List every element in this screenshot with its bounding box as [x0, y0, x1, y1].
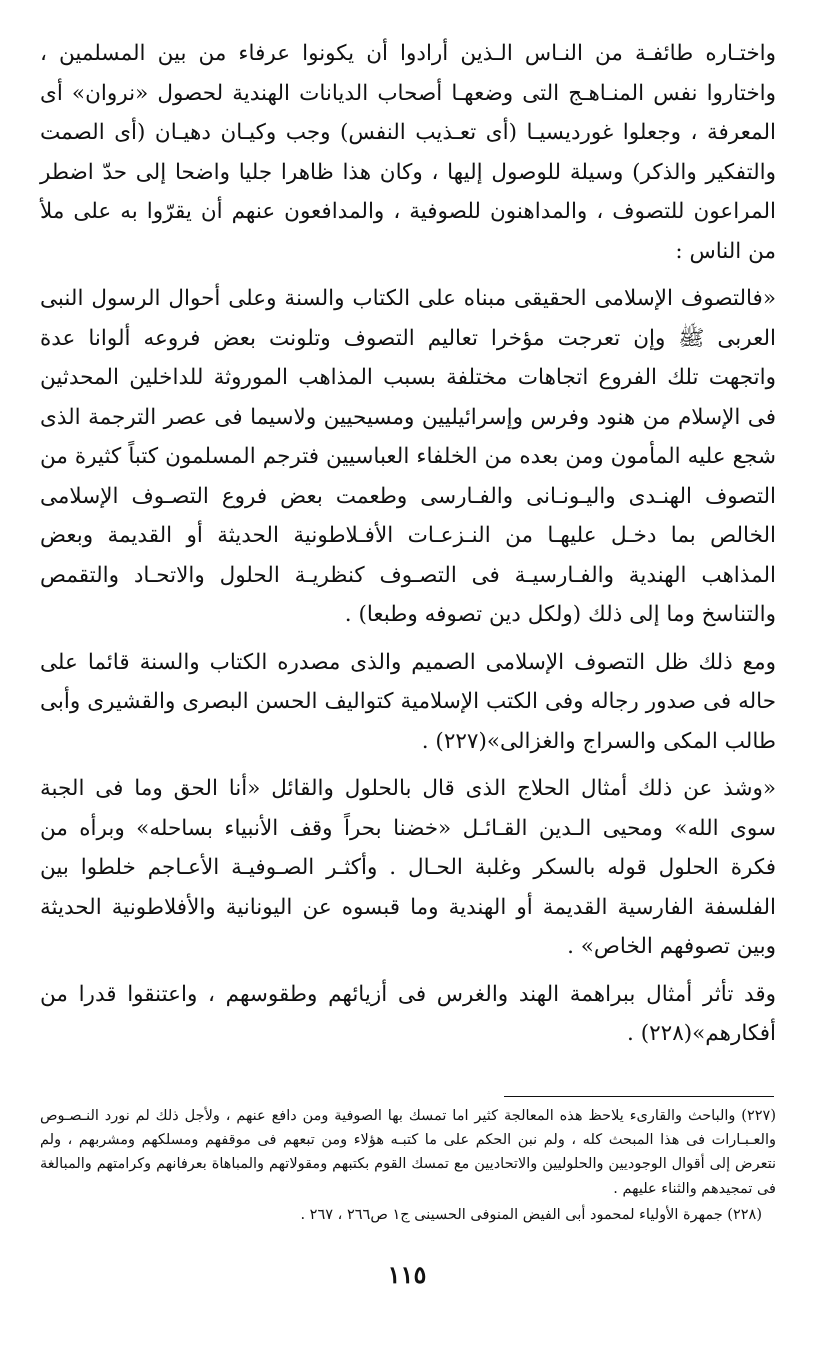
paragraph-2-quote: «فالتصوف الإسلامى الحقيقى مبناه على الكتاب والسنة وعلى أحوال الرسول النبى العربى ﷺ وإن تعرجت مؤخرا تعاليم التصوف وتلونت بعض فروعه ألوانا عدة واتجهت تلك الفروع اتجاهات مختلفة بسبب المذاهب الموروثة للداخلين المحدثين فى الإسلام من هنود وفرس وإسرائيليين ومسيحيين ولاسيما فى عصر الترجمة الذى شجع عليه المأمون ومن بعده من الخلفاء العباسيين فترجم المسلمون كتباً كثيرة من التصوف الهنـدى واليـونـانى والفـارسى وطعمت بعض فروع التصـوف الإسلامى الخالص بما دخـل عليهـا من النـزعـات الأفـلاطونية الحديثة أو القديمة وبعض المذاهب الهندية والفـارسيـة فى التصـوف كنظريـة الحلول والاتحـاد والتقمص والتناسخ وما إلى ذلك (ولكل دين تصوفه وطبعا) .: [40, 286, 776, 627]
paragraph-4-quote: «وشذ عن ذلك أمثال الحلاج الذى قال بالحلول والقائل «أنا الحق وما فى الجبة سوى الله» ومحيى الـدين القـائـل «خضنا بحراً وقف الأنبياء بساحله» وبرأه من فكرة الحلول قوله بالسكر وغلبة الحـال . وأكثـر الصـوفيـة الأعـاجم خلطوا بين الفلسفة الفارسية القديمة أو الهندية وما قبسوه عن اليونانية والأفلاطونية الحديثة وبين تصوفهم الخاص» .: [40, 776, 776, 959]
footnote-227: (٢٢٧) والباحث والقارىء يلاحظ هذه المعالجة كثير اما تمسك بها الصوفية ومن دافع عنهم ، ولأجل ذلك لم نورد النـصـوص والعـبـارات فى هذا المبحث كله ، ولم نبن الحكم على ما كتبـه هؤلاء ومن تبعهم فى موقفهم ومسلكهم ومشربهم ، ولم نتعرض إلى أقوال الوجوديين والحلوليين والاتحاديين مع تمسك القوم بكتبهم ومقولاتهم والمباهاة بعرفانهم وكرامتهم والمبالغة فى تمجيدهم والثناء عليهم .: [40, 1108, 776, 1197]
page-number: ١١٥: [387, 1260, 427, 1289]
paragraph-5: وقد تأثر أمثال ببراهمة الهند والغرس فى أزيائهم وطقوسهم ، واعتنقوا قدرا من أفكارهم»(٢٢٨) .: [40, 981, 776, 1046]
main-text: [40, 34, 776, 1092]
footnote-divider: [504, 1096, 774, 1097]
paragraph-3: ومع ذلك ظل التصوف الإسلامى الصميم والذى مصدره الكتاب والسنة قائما على حاله فى صدور رجاله وفى الكتب الإسلامية كتواليف الحسن البصرى والقشيرى وأبى طالب المكى والسراج والغزالى»(٢٢٧) .: [40, 649, 776, 754]
paragraph-1: واختـاره طائفـة من النـاس الـذين أرادوا أن يكونوا عرفاء من بين المسلمين ، واختاروا نفس المنـاهـج التى وضعهـا أصحاب الديانات الهندية لحصول «نروان» أى المعرفة ، وجعلوا غورديسيـا (أى تعـذيب النفس) وجب وكيـان دهيـان (أى الصمت والتفكير والذكر) وسيلة للوصول إليها ، وكان هذا ظاهرا جليا واضحا إلى حدّ اضطر المراعون للتصوف ، والمداهنون للصوفية ، والمدافعون عنهم أن يقرّوا به على ملأ من الناس :: [40, 41, 776, 264]
footnote-228: (٢٢٨) جمهرة الأولياء لمحمود أبى الفيض المنوفى الحسينى ج١ ص٢٦٦ ، ٢٦٧ .: [300, 1206, 762, 1223]
footnotes: [40, 1104, 776, 1227]
